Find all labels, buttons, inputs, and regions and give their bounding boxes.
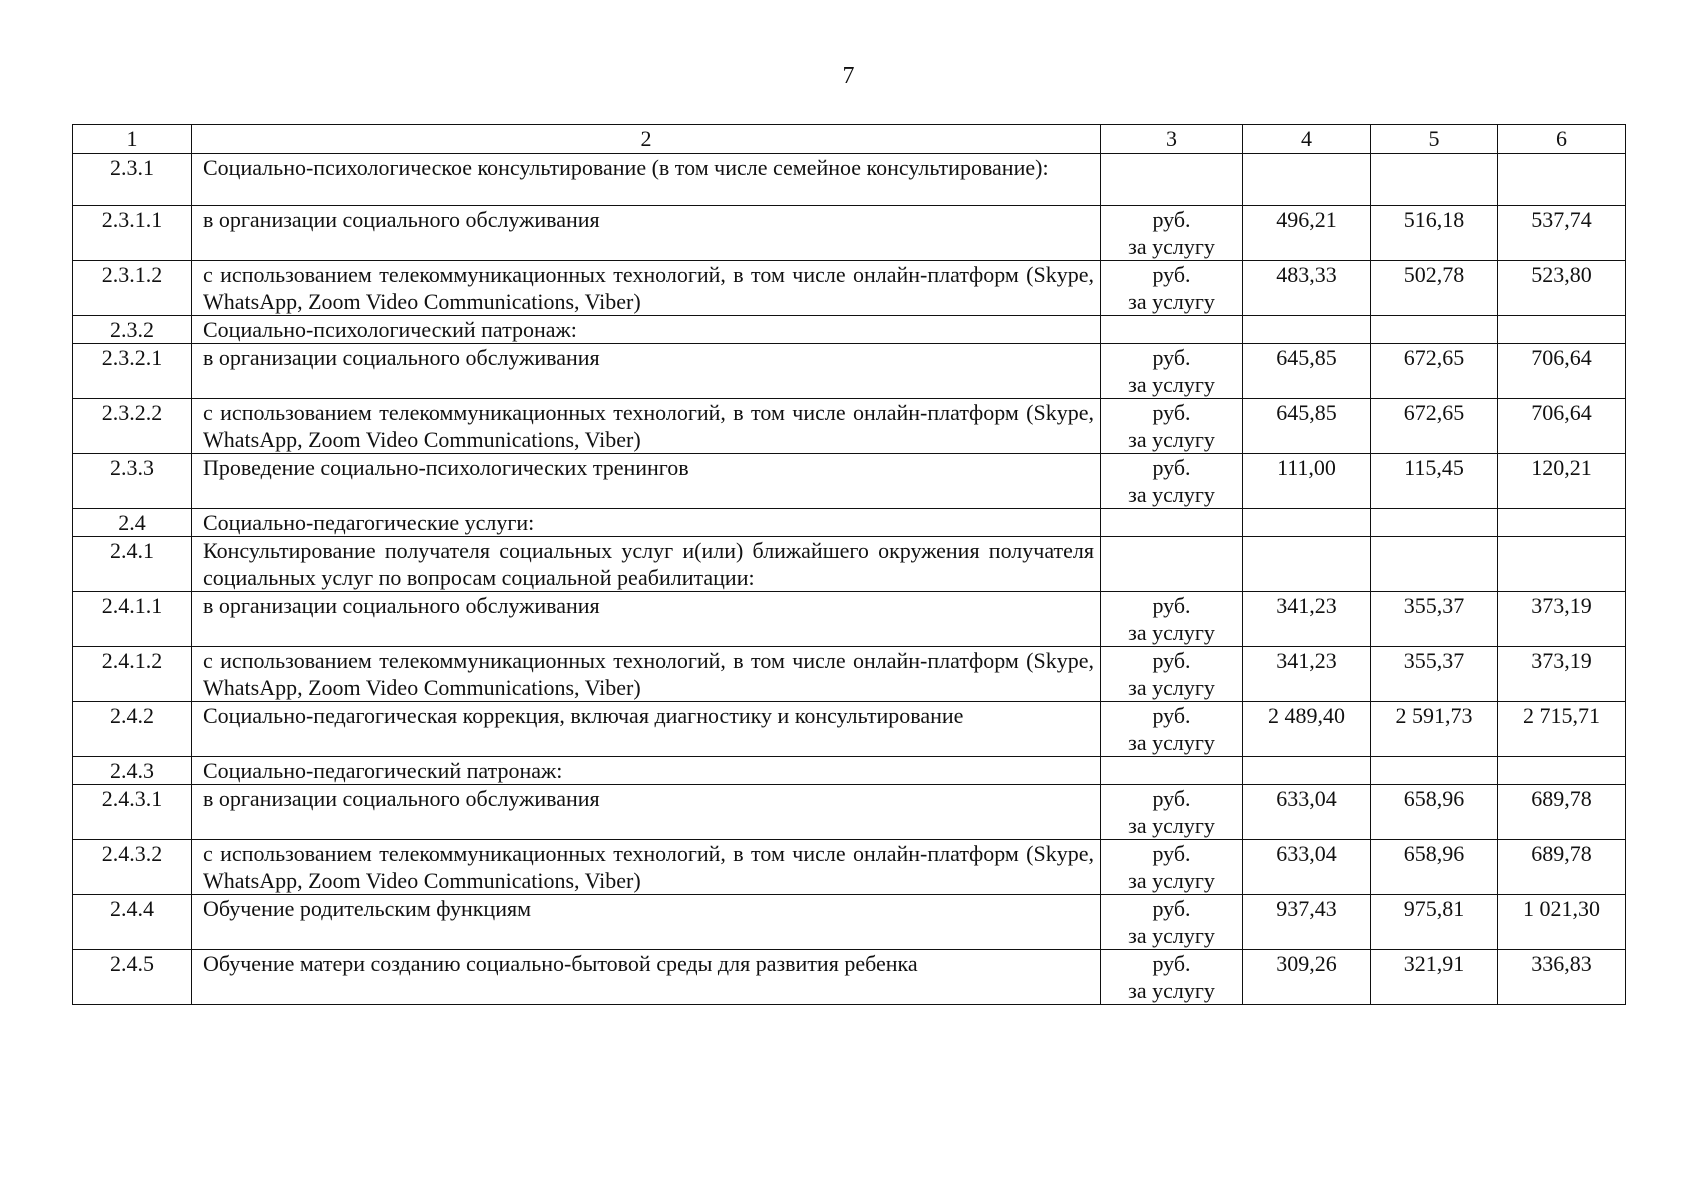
unit-per-service: за услугу <box>1128 289 1215 314</box>
value-col-5: 672,65 <box>1371 344 1498 399</box>
unit-currency: руб. <box>1152 841 1191 866</box>
row-number: 2.3.2.1 <box>73 344 192 399</box>
service-name: Социально-педагогический патронаж: <box>192 757 1101 785</box>
table-row <box>73 509 1626 537</box>
value-col-6 <box>1498 316 1626 344</box>
value-col-4 <box>1243 154 1371 206</box>
unit-per-service: за услугу <box>1128 868 1215 893</box>
unit-cell <box>1101 785 1243 840</box>
value-col-6 <box>1498 537 1626 592</box>
table-row <box>73 154 1626 206</box>
unit-per-service: за услугу <box>1128 813 1215 838</box>
page-number: 7 <box>842 63 855 89</box>
value-col-5: 502,78 <box>1371 261 1498 316</box>
service-name: Социально-психологический патронаж: <box>192 316 1101 344</box>
value-col-4: 111,00 <box>1243 454 1371 509</box>
row-number: 2.4.3.2 <box>73 840 192 895</box>
unit-currency: руб. <box>1152 593 1191 618</box>
value-col-4: 645,85 <box>1243 399 1371 454</box>
service-name: в организации социального обслуживания <box>192 785 1101 840</box>
value-col-4 <box>1243 537 1371 592</box>
value-col-5 <box>1371 757 1498 785</box>
value-col-4 <box>1243 757 1371 785</box>
unit-per-service: за услугу <box>1128 620 1215 645</box>
service-name: Обучение матери созданию социально-бытовой среды для развития ребенка <box>192 950 1101 1005</box>
value-col-4: 633,04 <box>1243 785 1371 840</box>
unit-cell <box>1101 154 1243 206</box>
unit-currency: руб. <box>1152 345 1191 370</box>
table-row <box>73 950 1626 1005</box>
header-col-3: 3 <box>1101 125 1243 154</box>
unit-currency: руб. <box>1152 262 1191 287</box>
value-col-4 <box>1243 316 1371 344</box>
value-col-5: 658,96 <box>1371 840 1498 895</box>
unit-cell <box>1101 950 1243 1005</box>
value-col-4: 2 489,40 <box>1243 702 1371 757</box>
row-number: 2.3.2 <box>73 316 192 344</box>
header-col-6: 6 <box>1498 125 1626 154</box>
unit-cell <box>1101 702 1243 757</box>
unit-per-service: за услугу <box>1128 978 1215 1003</box>
value-col-6: 120,21 <box>1498 454 1626 509</box>
value-col-6: 706,64 <box>1498 399 1626 454</box>
unit-currency: руб. <box>1152 207 1191 232</box>
table-row <box>73 592 1626 647</box>
row-number: 2.3.2.2 <box>73 399 192 454</box>
row-number: 2.4.1 <box>73 537 192 592</box>
unit-cell <box>1101 592 1243 647</box>
unit-currency: руб. <box>1152 648 1191 673</box>
table-row <box>73 895 1626 950</box>
unit-per-service: за услугу <box>1128 730 1215 755</box>
value-col-4: 496,21 <box>1243 206 1371 261</box>
unit-cell <box>1101 316 1243 344</box>
unit-cell <box>1101 840 1243 895</box>
value-col-5: 516,18 <box>1371 206 1498 261</box>
table-row <box>73 537 1626 592</box>
service-name: в организации социального обслуживания <box>192 592 1101 647</box>
unit-cell <box>1101 261 1243 316</box>
row-number: 2.3.1 <box>73 154 192 206</box>
table-row <box>73 344 1626 399</box>
value-col-4: 633,04 <box>1243 840 1371 895</box>
service-name: с использованием телекоммуникационных технологий, в том числе онлайн-платформ (Skype, WhatsApp, Zoom Video Communications, Viber) <box>192 840 1101 895</box>
unit-per-service: за услугу <box>1128 234 1215 259</box>
value-col-5 <box>1371 537 1498 592</box>
value-col-5: 115,45 <box>1371 454 1498 509</box>
table-row <box>73 757 1626 785</box>
unit-cell <box>1101 206 1243 261</box>
header-col-4: 4 <box>1243 125 1371 154</box>
table-row <box>73 785 1626 840</box>
value-col-6: 689,78 <box>1498 840 1626 895</box>
value-col-4: 341,23 <box>1243 647 1371 702</box>
row-number: 2.4 <box>73 509 192 537</box>
value-col-6 <box>1498 509 1626 537</box>
value-col-6: 373,19 <box>1498 592 1626 647</box>
unit-currency: руб. <box>1152 951 1191 976</box>
value-col-4: 341,23 <box>1243 592 1371 647</box>
table-row <box>73 316 1626 344</box>
unit-cell <box>1101 399 1243 454</box>
unit-per-service: за услугу <box>1128 675 1215 700</box>
unit-cell <box>1101 757 1243 785</box>
service-name: с использованием телекоммуникационных технологий, в том числе онлайн-платформ (Skype, WhatsApp, Zoom Video Communications, Viber) <box>192 261 1101 316</box>
table-body <box>73 154 1626 1005</box>
unit-currency: руб. <box>1152 703 1191 728</box>
service-name: Проведение социально-психологических тренингов <box>192 454 1101 509</box>
value-col-5 <box>1371 154 1498 206</box>
value-col-6: 2 715,71 <box>1498 702 1626 757</box>
unit-cell <box>1101 344 1243 399</box>
value-col-4: 309,26 <box>1243 950 1371 1005</box>
table-row <box>73 840 1626 895</box>
header-col-1: 1 <box>73 125 192 154</box>
unit-per-service: за услугу <box>1128 923 1215 948</box>
value-col-6 <box>1498 154 1626 206</box>
service-name: Обучение родительским функциям <box>192 895 1101 950</box>
unit-currency: руб. <box>1152 786 1191 811</box>
table-row <box>73 206 1626 261</box>
unit-cell <box>1101 509 1243 537</box>
row-number: 2.4.1.1 <box>73 592 192 647</box>
value-col-5: 975,81 <box>1371 895 1498 950</box>
service-name: Консультирование получателя социальных услуг и(или) ближайшего окружения получателя социальных услуг по вопросам социальной реабилитации: <box>192 537 1101 592</box>
value-col-5: 2 591,73 <box>1371 702 1498 757</box>
value-col-4: 645,85 <box>1243 344 1371 399</box>
value-col-4: 483,33 <box>1243 261 1371 316</box>
unit-cell <box>1101 537 1243 592</box>
unit-per-service: за услугу <box>1128 482 1215 507</box>
header-col-2: 2 <box>192 125 1101 154</box>
unit-cell <box>1101 647 1243 702</box>
table-header <box>73 125 1626 154</box>
service-name: с использованием телекоммуникационных технологий, в том числе онлайн-платформ (Skype, WhatsApp, Zoom Video Communications, Viber) <box>192 647 1101 702</box>
value-col-6: 373,19 <box>1498 647 1626 702</box>
unit-currency: руб. <box>1152 896 1191 921</box>
header-row <box>73 125 1626 154</box>
value-col-6: 706,64 <box>1498 344 1626 399</box>
unit-currency: руб. <box>1152 455 1191 480</box>
service-name: в организации социального обслуживания <box>192 206 1101 261</box>
table-row <box>73 702 1626 757</box>
row-number: 2.4.4 <box>73 895 192 950</box>
value-col-6 <box>1498 757 1626 785</box>
row-number: 2.4.5 <box>73 950 192 1005</box>
unit-per-service: за услугу <box>1128 427 1215 452</box>
value-col-5 <box>1371 509 1498 537</box>
row-number: 2.4.2 <box>73 702 192 757</box>
row-number: 2.4.1.2 <box>73 647 192 702</box>
value-col-6: 537,74 <box>1498 206 1626 261</box>
header-col-5: 5 <box>1371 125 1498 154</box>
tariff-table <box>72 124 1626 1005</box>
row-number: 2.4.3 <box>73 757 192 785</box>
unit-currency: руб. <box>1152 400 1191 425</box>
row-number: 2.3.3 <box>73 454 192 509</box>
row-number: 2.4.3.1 <box>73 785 192 840</box>
table-row <box>73 647 1626 702</box>
row-number: 2.3.1.1 <box>73 206 192 261</box>
service-name: Социально-педагогические услуги: <box>192 509 1101 537</box>
service-name: Социально-педагогическая коррекция, включая диагностику и консультирование <box>192 702 1101 757</box>
value-col-5 <box>1371 316 1498 344</box>
value-col-6: 689,78 <box>1498 785 1626 840</box>
value-col-5: 355,37 <box>1371 647 1498 702</box>
value-col-6: 1 021,30 <box>1498 895 1626 950</box>
service-name: в организации социального обслуживания <box>192 344 1101 399</box>
value-col-6: 336,83 <box>1498 950 1626 1005</box>
value-col-4 <box>1243 509 1371 537</box>
value-col-5: 658,96 <box>1371 785 1498 840</box>
row-number: 2.3.1.2 <box>73 261 192 316</box>
service-name: с использованием телекоммуникационных технологий, в том числе онлайн-платформ (Skype, WhatsApp, Zoom Video Communications, Viber) <box>192 399 1101 454</box>
table-row <box>73 261 1626 316</box>
value-col-5: 321,91 <box>1371 950 1498 1005</box>
value-col-6: 523,80 <box>1498 261 1626 316</box>
table-row <box>73 399 1626 454</box>
service-name: Социально-психологическое консультирование (в том числе семейное консультирование): <box>192 154 1101 206</box>
unit-cell <box>1101 454 1243 509</box>
value-col-4: 937,43 <box>1243 895 1371 950</box>
unit-per-service: за услугу <box>1128 372 1215 397</box>
table-row <box>73 454 1626 509</box>
unit-cell <box>1101 895 1243 950</box>
value-col-5: 355,37 <box>1371 592 1498 647</box>
value-col-5: 672,65 <box>1371 399 1498 454</box>
